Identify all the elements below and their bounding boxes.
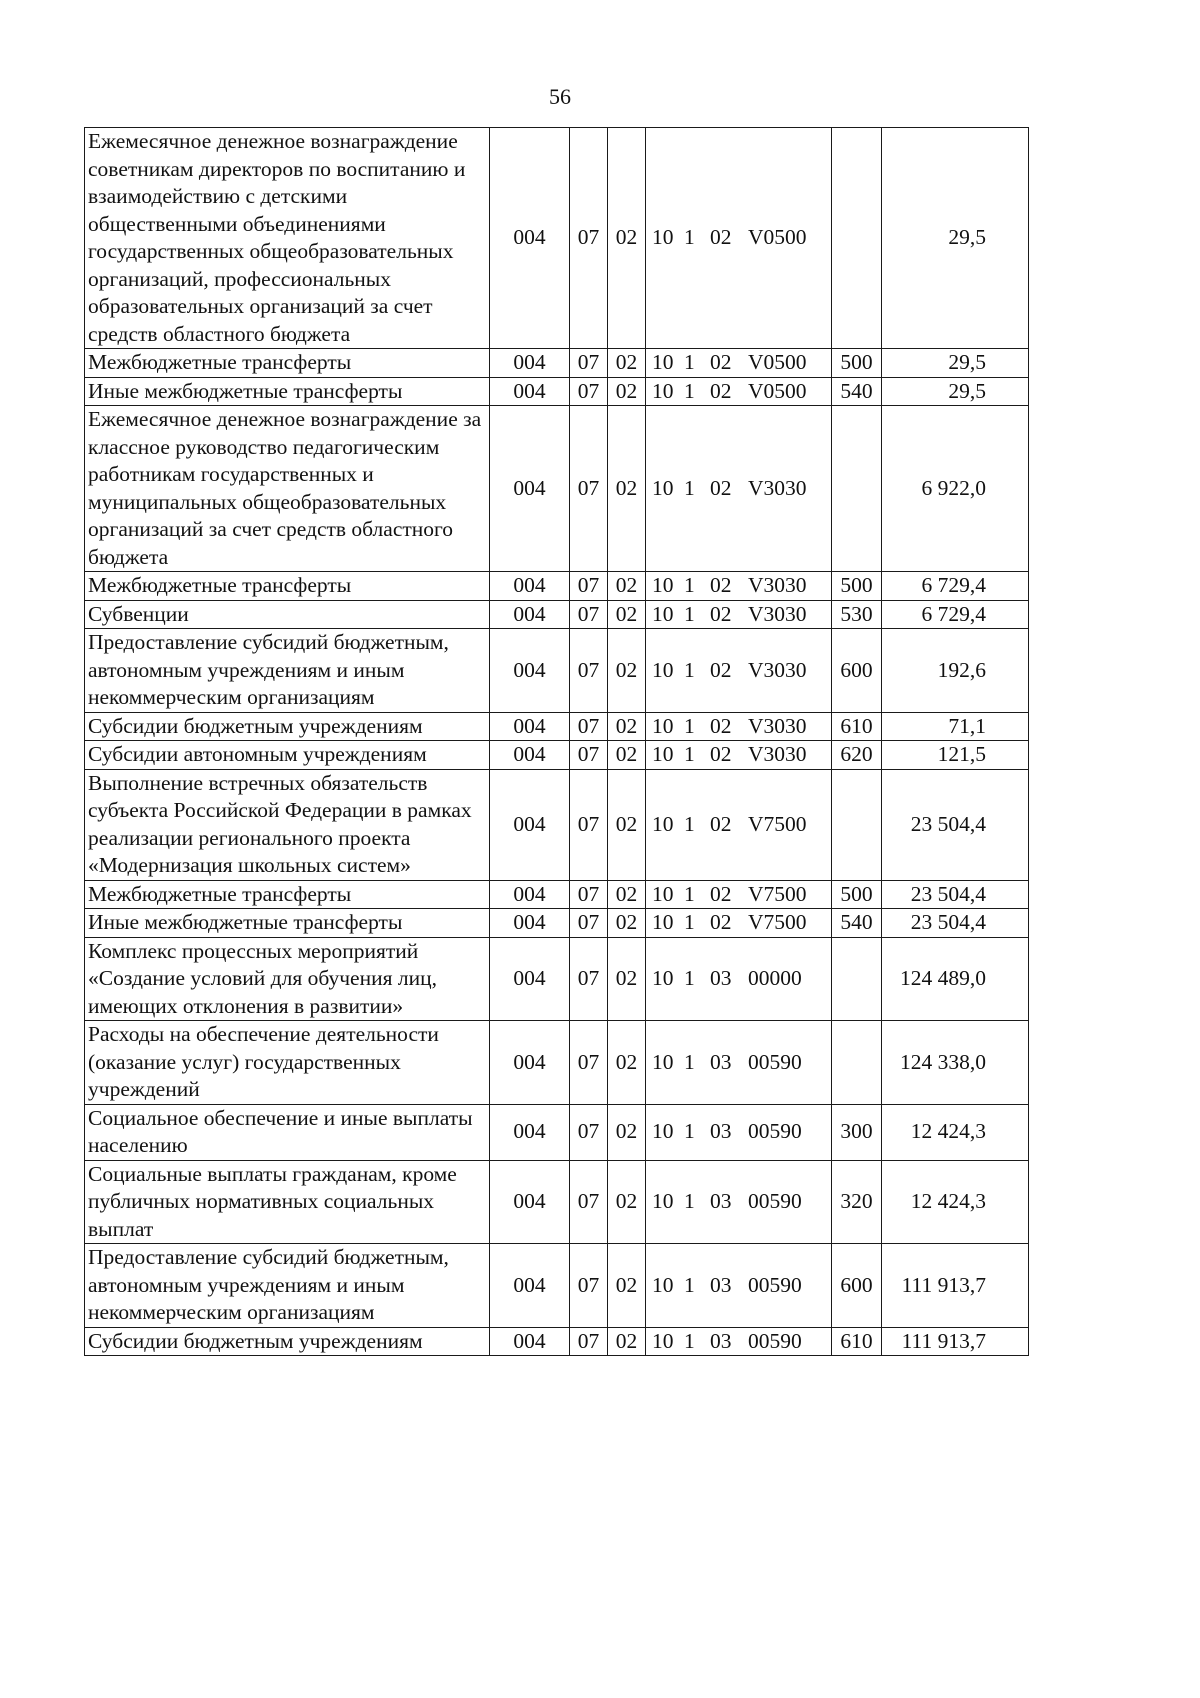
section-code-cell: 07 (570, 909, 608, 938)
row-name-cell: Межбюджетные трансферты (85, 572, 490, 601)
ministry-code-cell: 004 (490, 712, 570, 741)
event-code: 02 (710, 350, 732, 374)
subsection-code-cell: 02 (608, 1104, 646, 1160)
direction-code: V0500 (748, 225, 807, 250)
event-code: 02 (710, 881, 732, 906)
event-code: 02 (710, 225, 732, 250)
target-article-cell (646, 572, 832, 601)
section-code-cell: 07 (570, 349, 608, 378)
event-code: 03 (710, 1272, 732, 1297)
row-name-cell: Иные межбюджетные трансферты (85, 377, 490, 406)
event-code: 02 (710, 475, 732, 500)
direction-code: V3030 (748, 573, 807, 597)
program-code: 10 (652, 601, 674, 626)
program-code: 10 (652, 910, 674, 934)
event-code: 02 (710, 742, 732, 766)
ministry-code-cell: 004 (490, 128, 570, 349)
program-code: 10 (652, 475, 674, 500)
table-row (85, 1160, 1029, 1244)
subprogram-code: 1 (684, 742, 695, 766)
subprogram-code: 1 (684, 350, 695, 374)
subsection-code-cell: 02 (608, 406, 646, 572)
table-row (85, 572, 1029, 601)
row-name-cell: Социальное обеспечение и иные выплаты населению (85, 1104, 490, 1160)
amount-cell: 124 489,0 (882, 937, 1029, 1021)
expense-type-cell: 300 (832, 1104, 882, 1160)
section-code-cell: 07 (570, 600, 608, 629)
row-name-cell: Предоставление субсидий бюджетным, автономным учреждениям и иным некоммерческим организациям (85, 629, 490, 713)
ministry-code-cell: 004 (490, 880, 570, 909)
subsection-code-cell: 02 (608, 349, 646, 378)
amount-cell: 29,5 (882, 128, 1029, 349)
subprogram-code: 1 (684, 881, 695, 906)
expense-type-cell (832, 937, 882, 1021)
program-code: 10 (652, 1272, 674, 1297)
row-name-cell: Ежемесячное денежное вознаграждение советникам директоров по воспитанию и взаимодействию с детскими общественными объединениями государственных общеобразовательных организаций, профессиональных образовательных организаций за счет средств областного бюджета (85, 128, 490, 349)
expense-type-cell (832, 1021, 882, 1105)
target-article-cell (646, 1327, 832, 1356)
table-row (85, 1104, 1029, 1160)
direction-code: V0500 (748, 350, 807, 374)
event-code: 02 (710, 713, 732, 738)
subprogram-code: 1 (684, 657, 695, 682)
ministry-code-cell: 004 (490, 1021, 570, 1105)
table-row (85, 1021, 1029, 1105)
subsection-code-cell: 02 (608, 600, 646, 629)
section-code-cell: 07 (570, 1104, 608, 1160)
program-code: 10 (652, 966, 674, 990)
ministry-code-cell: 004 (490, 600, 570, 629)
subprogram-code: 1 (684, 601, 695, 626)
expense-type-cell: 600 (832, 1244, 882, 1328)
table-body (85, 128, 1029, 1356)
event-code: 03 (710, 1119, 732, 1144)
expense-type-cell: 610 (832, 1327, 882, 1356)
amount-cell: 23 504,4 (882, 769, 1029, 880)
row-name-cell: Расходы на обеспечение деятельности (оказание услуг) государственных учреждений (85, 1021, 490, 1105)
section-code-cell: 07 (570, 128, 608, 349)
ministry-code-cell: 004 (490, 349, 570, 378)
ministry-code-cell: 004 (490, 629, 570, 713)
subprogram-code: 1 (684, 811, 695, 836)
subprogram-code: 1 (684, 1328, 695, 1353)
amount-cell: 192,6 (882, 629, 1029, 713)
table-row (85, 880, 1029, 909)
expense-type-cell: 620 (832, 741, 882, 770)
page-number: 56 (549, 84, 571, 109)
subsection-code-cell: 02 (608, 1244, 646, 1328)
program-code: 10 (652, 811, 674, 836)
subsection-code-cell: 02 (608, 572, 646, 601)
section-code-cell: 07 (570, 377, 608, 406)
row-name-cell: Комплекс процессных мероприятий «Создание условий для обучения лиц, имеющих отклонения в развитии» (85, 937, 490, 1021)
ministry-code-cell: 004 (490, 406, 570, 572)
subsection-code-cell: 02 (608, 128, 646, 349)
table-row (85, 1244, 1029, 1328)
program-code: 10 (652, 1189, 674, 1213)
amount-cell: 6 729,4 (882, 572, 1029, 601)
section-code-cell: 07 (570, 1244, 608, 1328)
amount-cell: 23 504,4 (882, 880, 1029, 909)
table-row (85, 600, 1029, 629)
ministry-code-cell: 004 (490, 1104, 570, 1160)
row-name-cell: Иные межбюджетные трансферты (85, 909, 490, 938)
section-code-cell: 07 (570, 629, 608, 713)
table-row (85, 128, 1029, 349)
ministry-code-cell: 004 (490, 1160, 570, 1244)
target-article-cell (646, 128, 832, 349)
target-article-cell (646, 406, 832, 572)
amount-cell: 71,1 (882, 712, 1029, 741)
expense-type-cell: 530 (832, 600, 882, 629)
program-code: 10 (652, 1328, 674, 1353)
row-name-cell: Социальные выплаты гражданам, кроме публичных нормативных социальных выплат (85, 1160, 490, 1244)
subsection-code-cell: 02 (608, 1160, 646, 1244)
table-row (85, 741, 1029, 770)
table-row (85, 712, 1029, 741)
subprogram-code: 1 (684, 966, 695, 990)
program-code: 10 (652, 713, 674, 738)
table-row (85, 629, 1029, 713)
section-code-cell: 07 (570, 1021, 608, 1105)
target-article-cell (646, 1244, 832, 1328)
event-code: 03 (710, 966, 732, 990)
direction-code: V3030 (748, 601, 807, 626)
subsection-code-cell: 02 (608, 1327, 646, 1356)
program-code: 10 (652, 350, 674, 374)
expense-type-cell (832, 128, 882, 349)
program-code: 10 (652, 657, 674, 682)
direction-code: V3030 (748, 657, 807, 682)
expense-type-cell: 500 (832, 572, 882, 601)
ministry-code-cell: 004 (490, 1244, 570, 1328)
target-article-cell (646, 741, 832, 770)
row-name-cell: Субсидии автономным учреждениям (85, 741, 490, 770)
program-code: 10 (652, 225, 674, 250)
amount-cell: 6 922,0 (882, 406, 1029, 572)
event-code: 02 (710, 657, 732, 682)
event-code: 02 (710, 910, 732, 934)
section-code-cell: 07 (570, 712, 608, 741)
direction-code: 00000 (748, 966, 802, 990)
ministry-code-cell: 004 (490, 572, 570, 601)
subsection-code-cell: 02 (608, 629, 646, 713)
target-article-cell (646, 909, 832, 938)
section-code-cell: 07 (570, 572, 608, 601)
target-article-cell (646, 629, 832, 713)
program-code: 10 (652, 1049, 674, 1074)
expense-type-cell: 610 (832, 712, 882, 741)
ministry-code-cell: 004 (490, 769, 570, 880)
row-name-cell: Межбюджетные трансферты (85, 880, 490, 909)
table-row (85, 377, 1029, 406)
section-code-cell: 07 (570, 1327, 608, 1356)
row-name-cell: Ежемесячное денежное вознаграждение за классное руководство педагогическим работникам государственных и муниципальных общеобразовательных организаций за счет средств областного бюджета (85, 406, 490, 572)
direction-code: V3030 (748, 475, 807, 500)
direction-code: 00590 (748, 1272, 802, 1297)
section-code-cell: 07 (570, 880, 608, 909)
ministry-code-cell: 004 (490, 909, 570, 938)
amount-cell: 12 424,3 (882, 1104, 1029, 1160)
table-row (85, 909, 1029, 938)
event-code: 03 (710, 1328, 732, 1353)
subprogram-code: 1 (684, 1049, 695, 1074)
row-name-cell: Субвенции (85, 600, 490, 629)
target-article-cell (646, 349, 832, 378)
amount-cell: 6 729,4 (882, 600, 1029, 629)
direction-code: V7500 (748, 811, 807, 836)
row-name-cell: Субсидии бюджетным учреждениям (85, 1327, 490, 1356)
event-code: 02 (710, 601, 732, 626)
program-code: 10 (652, 742, 674, 766)
direction-code: V7500 (748, 910, 807, 934)
event-code: 03 (710, 1189, 732, 1213)
event-code: 02 (710, 811, 732, 836)
budget-table (84, 127, 1029, 1356)
subprogram-code: 1 (684, 1119, 695, 1144)
row-name-cell: Выполнение встречных обязательств субъекта Российской Федерации в рамках реализации регионального проекта «Модернизация школьных систем» (85, 769, 490, 880)
section-code-cell: 07 (570, 741, 608, 770)
expense-type-cell: 600 (832, 629, 882, 713)
subprogram-code: 1 (684, 475, 695, 500)
direction-code: 00590 (748, 1328, 802, 1353)
amount-cell: 29,5 (882, 349, 1029, 378)
subsection-code-cell: 02 (608, 1021, 646, 1105)
target-article-cell (646, 1104, 832, 1160)
subprogram-code: 1 (684, 573, 695, 597)
section-code-cell: 07 (570, 937, 608, 1021)
expense-type-cell: 500 (832, 880, 882, 909)
amount-cell: 111 913,7 (882, 1244, 1029, 1328)
expense-type-cell: 540 (832, 377, 882, 406)
subsection-code-cell: 02 (608, 880, 646, 909)
table-row (85, 349, 1029, 378)
direction-code: 00590 (748, 1119, 802, 1144)
subprogram-code: 1 (684, 910, 695, 934)
subsection-code-cell: 02 (608, 712, 646, 741)
ministry-code-cell: 004 (490, 1327, 570, 1356)
program-code: 10 (652, 573, 674, 597)
section-code-cell: 07 (570, 1160, 608, 1244)
direction-code: 00590 (748, 1049, 802, 1074)
section-code-cell: 07 (570, 406, 608, 572)
row-name-cell: Межбюджетные трансферты (85, 349, 490, 378)
event-code: 02 (710, 573, 732, 597)
ministry-code-cell: 004 (490, 937, 570, 1021)
table-row (85, 1327, 1029, 1356)
target-article-cell (646, 1021, 832, 1105)
section-code-cell: 07 (570, 769, 608, 880)
amount-cell: 124 338,0 (882, 1021, 1029, 1105)
ministry-code-cell: 004 (490, 741, 570, 770)
event-code: 02 (710, 378, 732, 403)
subprogram-code: 1 (684, 378, 695, 403)
target-article-cell (646, 769, 832, 880)
row-name-cell: Субсидии бюджетным учреждениям (85, 712, 490, 741)
target-article-cell (646, 600, 832, 629)
direction-code: V3030 (748, 742, 807, 766)
row-name-cell: Предоставление субсидий бюджетным, автономным учреждениям и иным некоммерческим организациям (85, 1244, 490, 1328)
target-article-cell (646, 1160, 832, 1244)
table-row (85, 406, 1029, 572)
program-code: 10 (652, 378, 674, 403)
expense-type-cell (832, 406, 882, 572)
target-article-cell (646, 377, 832, 406)
amount-cell: 29,5 (882, 377, 1029, 406)
expense-type-cell (832, 769, 882, 880)
amount-cell: 121,5 (882, 741, 1029, 770)
expense-type-cell: 320 (832, 1160, 882, 1244)
direction-code: V3030 (748, 713, 807, 738)
direction-code: V0500 (748, 378, 807, 403)
expense-type-cell: 500 (832, 349, 882, 378)
expense-type-cell: 540 (832, 909, 882, 938)
direction-code: V7500 (748, 881, 807, 906)
subsection-code-cell: 02 (608, 377, 646, 406)
subsection-code-cell: 02 (608, 937, 646, 1021)
amount-cell: 111 913,7 (882, 1327, 1029, 1356)
amount-cell: 12 424,3 (882, 1160, 1029, 1244)
subprogram-code: 1 (684, 225, 695, 250)
program-code: 10 (652, 1119, 674, 1144)
direction-code: 00590 (748, 1189, 802, 1213)
amount-cell: 23 504,4 (882, 909, 1029, 938)
subsection-code-cell: 02 (608, 769, 646, 880)
subsection-code-cell: 02 (608, 909, 646, 938)
target-article-cell (646, 880, 832, 909)
target-article-cell (646, 937, 832, 1021)
subprogram-code: 1 (684, 1272, 695, 1297)
event-code: 03 (710, 1049, 732, 1074)
subsection-code-cell: 02 (608, 741, 646, 770)
table-row (85, 769, 1029, 880)
program-code: 10 (652, 881, 674, 906)
target-article-cell (646, 712, 832, 741)
subprogram-code: 1 (684, 713, 695, 738)
ministry-code-cell: 004 (490, 377, 570, 406)
subprogram-code: 1 (684, 1189, 695, 1213)
table-row (85, 937, 1029, 1021)
